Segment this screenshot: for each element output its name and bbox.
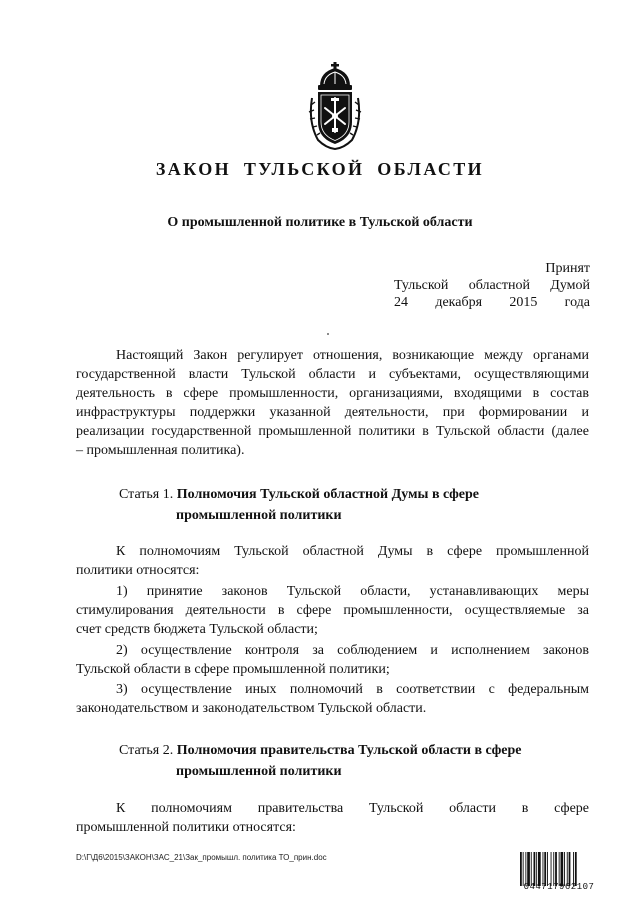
barcode-number: 044717962107 — [523, 882, 595, 892]
article-1-item-3 — [76, 680, 589, 718]
article-1-intro-line: политики относятся: — [76, 563, 200, 578]
adoption-block — [394, 260, 590, 311]
adoption-line-1: Принят — [545, 261, 590, 276]
article-1-title-cont: промышленной политики — [176, 508, 342, 523]
list-item-line: 1) принятие законов Тульской области, устанавливающих меры — [116, 584, 589, 599]
article-2-title-cont: промышленной политики — [176, 764, 342, 779]
list-item-line: стимулирования деятельности в сфере промышленности, осуществляемые за — [76, 603, 589, 618]
adoption-line-2: Тульской областной Думой — [394, 278, 590, 293]
article-1-item-2 — [76, 641, 589, 679]
article-2-heading — [119, 740, 521, 782]
preamble-line: Настоящий Закон регулирует отношения, возникающие между органами — [116, 348, 589, 363]
preamble-paragraph — [76, 346, 589, 460]
article-1-intro-line: К полномочиям Тульской областной Думы в сфере промышленной — [116, 544, 589, 559]
preamble-line: – промышленная политика). — [76, 443, 245, 458]
article-1-heading — [119, 484, 479, 526]
article-1-label: Статья 1. — [119, 487, 174, 502]
article-1-intro — [76, 542, 589, 580]
preamble-line: государственной власти Тульской области и субъектами, осуществляющими — [76, 367, 589, 382]
article-1-title: Полномочия Тульской областной Думы в сфере — [176, 487, 479, 502]
scan-speck — [327, 333, 329, 335]
article-2-intro-line: промышленной политики относятся: — [76, 820, 296, 835]
list-item-line: 3) осуществление иных полномочий в соответствии с федеральным — [116, 682, 589, 697]
article-2-intro-line: К полномочиям правительства Тульской области в сфере — [116, 801, 589, 816]
article-1-item-1 — [76, 582, 589, 639]
list-item-line: законодательством и законодательством Тульской области. — [76, 701, 427, 716]
law-title: ЗАКОН ТУЛЬСКОЙ ОБЛАСТИ — [155, 159, 485, 179]
file-path-footer: D:\Г\Д6\2015\ЗАКОН\ЗАС_21\Зак_промышл. политика ТО_прин.doc — [76, 853, 327, 862]
list-item-line: Тульской области в сфере промышленной политики; — [76, 662, 390, 677]
adoption-line-3: 24 декабря 2015 года — [394, 295, 590, 310]
list-item-line: 2) осуществление контроля за соблюдением и исполнением законов — [116, 643, 589, 658]
article-2-intro — [76, 799, 589, 837]
preamble-line: реализации государственной промышленной политики в Тульской области (далее — [76, 424, 589, 439]
list-item-line: счет средств бюджета Тульской области; — [76, 622, 318, 637]
tula-coat-of-arms-emblem — [306, 62, 364, 150]
preamble-line: деятельность в сфере промышленности, организациями, входящими в состав — [76, 386, 589, 401]
barcode-image — [520, 852, 598, 886]
article-2-title: Полномочия правительства Тульской области в сфере — [176, 743, 522, 758]
law-subtitle: О промышленной политике в Тульской области — [167, 215, 473, 230]
preamble-line: инфраструктуры поддержки указанной деятельности, при формировании и — [76, 405, 589, 420]
article-2-label: Статья 2. — [119, 743, 174, 758]
